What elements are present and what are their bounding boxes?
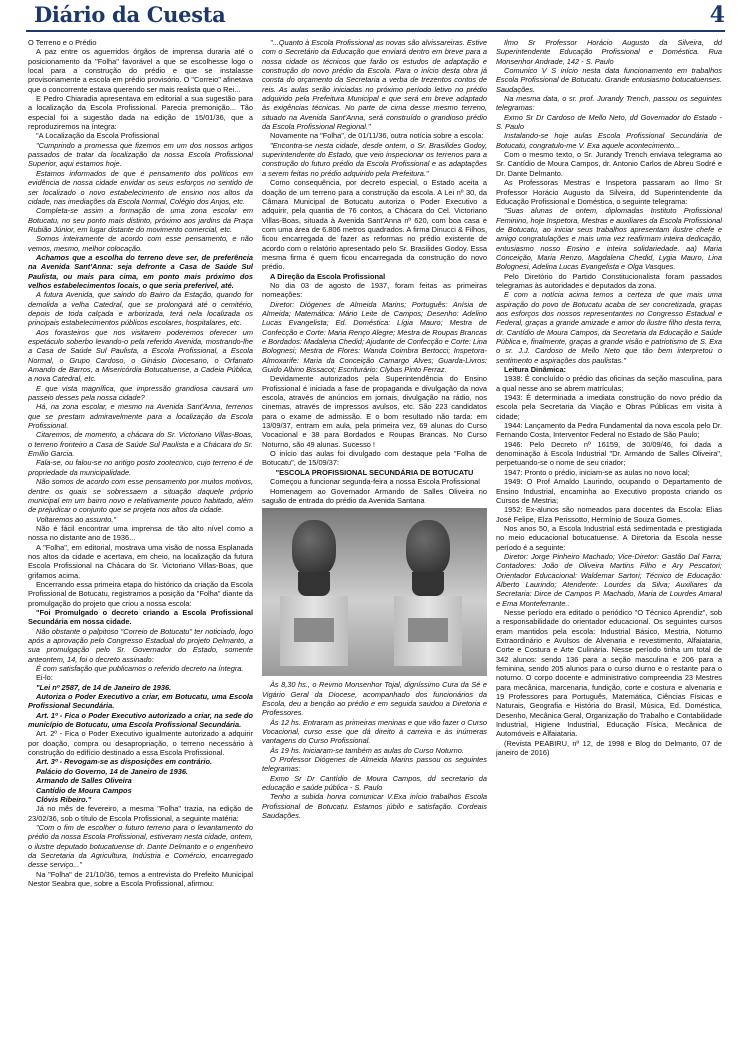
telegram-text: Comunico V S início nesta data funcionamento em trabalhos Escola Profissional de Botucatu. Grande entusiasmo botucatuenses. Saudações. (496, 66, 722, 94)
bust-right (380, 516, 476, 672)
paragraph: Na "Folha" de 21/10/36, temos a entrevista do Prefeito Municipal Nestor Seabra que, sobre a Escola Profissional, afirmou: (28, 869, 253, 888)
quote-paragraph: "...Quanto à Escola Profissional as novas são alvissareiras. Estive com o Secretário da Educação que enviará dentro em breve para a nossa cidade os técnicos que farão os estudos de adaptação e construção do novo prédio da Escola. Para o início desta obra já consta do orçamento da Secretaria a verba de trezentos contos de reis. As aulas serão iniciadas no próximo período letivo no prédio adquirido pela Prefeitura Municipal e que será em breve adaptado às exigências técnicas. No parte de cima desse mesmo terreno, situado na Avenida Sant'Anna, será construído o grandioso prédio da Escola Profissional Regional." (262, 38, 487, 132)
quote-paragraph: "Com o fim de escolher o futuro terreno para o levantamento do prédio da nossa Escola Profissional, estiveram nesta cidade, ontem, o ilustre deputado botucatuense dr. Dante Delmanto e o engenheiro da Secretaria da Agricultura, Indústria e Comércio, encarregado desse serviço..." (28, 822, 253, 870)
paragraph: Como consequência, por decreto especial, o Estado aceita a doação de um terreno para a construção da escola. A Lei nº 30, da Câmara Municipal de Botucatu autoriza o Poder Executivo a adquirir, pela quantia de 76 contos, a Chácara do Cel. Victoriano Villas-Boas, situada à Avenida Sant'Anna nº 620, com boa casa e com uma área de 6.806 metros quadrados. A firma Dinucci & Filhos, ficou encarregada de fazer as reformas no prédio existente de acordo com o relatório apresentado pelo Sr. Brasilides Godoy. Essa mesma firma é quem ficou encarregada da construção do novo prédio. (262, 178, 487, 272)
paragraph: Começou a funcionar segunda-feira a nossa Escola Profissional (270, 477, 480, 487)
paragraph: No dia 03 de agosto de 1937, foram feitas as primeiras nomeações: (262, 280, 487, 300)
quote-paragraph: Completa-se assim a formação de uma zona escolar em Botucatu, no seu ponto mais distinto, próximo aos jardins da Praça Rubião Júnior, em lugar distante do movimento comercial, etc. (28, 206, 253, 234)
quote-paragraph: Às 19 hs. Iniciaram-se também as aulas do Curso Noturno. (270, 745, 464, 755)
law-signature: Cantídio de Moura Campos (36, 785, 132, 795)
quote-heading: "A Localização da Escola Profissional (36, 131, 159, 141)
column-2 (262, 38, 487, 1046)
news-headline: "ESCOLA PROFISSIONAL SECUNDÁRIA DE BOTUCATU (275, 467, 474, 477)
paragraph: O início das aulas foi divulgado com destaque pela "Folha de Botucatu", de 15/09/37: (262, 449, 487, 468)
quote-paragraph: Voltaremos ao assunto." (36, 514, 116, 524)
law-text: Autoriza o Poder Executivo a criar, em Botucatu, uma Escola Profissional Secundária. (28, 692, 253, 711)
telegram-address: Exmo Sr Dr Cardoso de Mello Neto, dd Governador do Estado - S. Paulo (496, 112, 722, 132)
law-title: "Lei nº 2587, de 14 de Janeiro de 1936. (36, 682, 172, 692)
quote-paragraph: "Cumprindo a promessa que fizemos em um dos nossos artigos passados de tratar da localização da nossa Escola Profissional Superior, aqui estamos hoje. (28, 140, 253, 169)
paragraph: Já no mês de fevereiro, a mesma "Folha" trazia, na edição de 23/02/36, sob o título de Escola Profissional, a seguinte matéria: (28, 804, 253, 823)
quote-paragraph: A futura Avenida, que saindo do Bairro da Estação, quando for demolida a velha Catedral, que se prolongará até o cemitério, depois de toda calçada e arborizada, terá nela localizada os principais estabelecimentos públicos escolares, hospitalares, etc. (28, 290, 253, 328)
timeline-item: 1952: Ex-alunos são nomeados para docentes da Escola: Elias José Felipe, Elza Perissotto, Hermínio de Souza Gomes. (496, 505, 722, 524)
quote-paragraph: O Professor Diógenes de Almeida Marins passou os seguintes telegramas: (262, 754, 487, 774)
quote-paragraph: Somos inteiramente de acordo com esse pensamento, e não vemos, mesmo, melhor colocação. (28, 234, 253, 253)
law-signature: Palácio do Governo, 14 de Janeiro de 1936. (36, 766, 188, 776)
staff-list: Diretor: Jorge Pinheiro Machado; Vice-Diretor: Gastão Dal Farra; Contadores: João de Oliveira Martins Filho e Ary Pescatori; Orientador Educacional: Waldemar Sartori; Técnico de Educação: Alberto Laurindo; Atendente: Lourdes da Silva; Auxiliares da Secretaria: Dirce de Campos P. Machado, Maria de Lourdes Amaral e Ema Monteferrante.. (496, 551, 722, 608)
quote-paragraph: Achamos que a escolha do terreno deve ser, de preferência na Avenida Sant'Anna: seja defronte a Casa de Saúde Sul Paulista, ou mais para cima, em ponto mais próximo dos velhos estabelecimentos locais, o que seria preferível, até. (28, 252, 253, 290)
column-3 (496, 38, 722, 1046)
paragraph: Nesse período era editado o periódico "O Técnico Aprendiz", sob a responsabilidade do orientador educacional. Os seguintes cursos eram mantidos pela escola: Industrial Básico, Mestria, Noturno Extraordinário e Avulsos de Alvenaria e revestimento, Alfaiataria, Corte e Costura e Arte Culinária. Nesse período tinha um total de 342 alunos: sendo 136 para a seção masculina e 206 para a feminina, sendo 205 alunos para o curso diurno e o restante para o noturno. O corpo docente e administrativo compreendia 23 Mestres para mecânica, marcenaria, fundição, corte e costura e alvenaria e 19 Professores para Português, Matemática, Ciências Físicas e Naturais, Geografia e História do Brasil, Música, Ed. Doméstica, Desenho, Mecânica Geral, Organização do Trabalho e Contabilidade Industrial, Higiene Industrial, Educação Física, Mecânica de Automóveis e Alfaiataria. (496, 607, 722, 739)
bust-photo (262, 508, 487, 676)
timeline-item: 1944: Lançamento da Pedra Fundamental da nova escola pelo Dr. Fernando Costa, Interventor Federal no Estado de São Paulo; (496, 421, 722, 440)
quote-paragraph: Às 12 hs. Entraram as primeiras meninas e que vão fazer o Curso Vocacional, curso esse que dá direito à carreira e às inúmeras vantagens do Curso Profissional. (262, 717, 487, 746)
telegram-text: Instalando-se hoje aulas Escola Profissional Secundária de Botucatu, congratulo-me V. Exa aquele acontecimento... (496, 131, 722, 150)
paragraph: Homenagem ao Governador Armando de Salles Oliveira no saguão de entrada do prédio da Avenida Santana (262, 486, 487, 505)
paragraph: Nos anos 50, a Escola Industrial está sedimentada e prestigiada no meio educacional botucatuense. A Diretoria da Escola nesse período é a seguinte: (496, 523, 722, 552)
paragraph: A paz entre os aguerridos órgãos de imprensa duraria até o posicionamento da "Folha" favorável a que se escolhesse logo o local para a construção do prédio e que se instalasse provisoriamente a escola em prédio provisório. O "Correio" afinetava que o concorrente estava querendo ser mais realista que o Rei... (28, 47, 253, 94)
quote-paragraph: Na mesma data, o sr. prof. Jurandy Trench, passou os seguintes telegramas: (496, 94, 722, 113)
timeline-item: 1947: Pronto o prédio, iniciam-se as aulas no novo local; (504, 467, 690, 477)
telegram-text: Tenho a subida honra comunicar V.Exa início trabalhos Escola Profissional de Botucatu. Estamos júbilo e satisfação. Cordeais Saudações. (262, 792, 487, 820)
paragraph: Ei-lo: (36, 673, 53, 683)
timeline-item: 1938: É concluído o prédio das oficinas da seção masculina, para a qual nesse ano se abrem matrículas; (496, 374, 722, 393)
quote-paragraph: Não somos de acordo com esse pensamento por muitos motivos, dentre os quais se sobressaem a situação daquele próprio municipal em um bairro novo e relativamente pouco habitado, além de prejudicar o conjunto que se projeta nos altos da cidade. (28, 477, 253, 515)
quote-paragraph: E com a notícia acima temos a certeza de que mais uma aspiração do povo de Botucatu acaba de ser concretizada, graças aos esforços dos nossos representantes no Congresso Estadual e Federal, graças a grande amizade e amor do ilustre filho desta terra, dr. Cantídio de Moura Campos, da Secretaria da Educação e Saúde Pública e, finalmente, graças a grande visão e patriotismo de S. Exa o sr. J.J. Cardoso de Mello Neto que tão bem interpretou o sentimento e aspirações dos paulistas." (496, 290, 722, 365)
law-article: Art. 3º - Revogam-se as disposições em contrário. (36, 757, 213, 767)
telegram-address: Ilmo Sr Professor Horácio Augusto da Silveira, dd Superintendente Educação Profissional e Doméstica. Rua Monsenhor Andrade, 142 - S. Paulo (496, 38, 722, 66)
telegram-address: Exmo Sr Dr Cantídio de Moura Campos, dd secretario da educação e saúde pública - S. Paulo (262, 773, 487, 792)
timeline-item: 1946: Pelo Decreto nº 16159, de 30/09/46, foi dada a denominação à Escola Industrial "Dr. Armando de Salles Oliveira", perpetuando-se o nome de seu criador; (496, 439, 722, 468)
law-article: Art. 1º - Fica o Poder Executivo autorizado a criar, na sede do município de Botucatu, uma Escola Profissional Secundária. (28, 710, 253, 730)
quote-paragraph: Não obstante o palpitoso "Correio de Botucatu" ter noticiado, logo após a aprovação pelo Congresso Estadual do projeto Delmanto, a sua promulgação pelo Sr. Governador do Estado, somente anteontem, 14, foi o decreto assinado: (28, 626, 253, 664)
paragraph: Com o mesmo texto, o Sr. Jurandy Trench enviava telegrama ao Sr. Cantídio de Moura Campos, dr. Antonio Carlos de Abreu Sodré e Dr. Dante Delmanto. (496, 150, 722, 178)
staff-list: Diretor: Diógenes de Almeida Marins; Português: Anísia de Almeida; Matemática: Mário Leite de Campos; Desenho: Adelino Lucas Evangelista; Ed. Doméstica: Lígia Mauro; Mestra de Confecção e Corte: Maria Renço Alegre; Mestra de Roupas Brancas e Bordados: Madalena Chedid; Ajudante de Confecção e Corte: Lina Bolognesi; Mestra de Flores: Wanda Coimbra Bertocci; Inspetora-Almoxarife: Maria da Conceição Camargo Alves; Guarda-Livros: Guido Albino Bissacot; Escriturário: Clybas Pinto Ferraz. (262, 299, 487, 375)
quote-paragraph: Estamos informados de que é pensamento dos políticos em evidência de nossa cidade envidar os seus esforços no sentido de ser localizado o novo estabelecimento de ensino nos altos da cidade, nas imediações da Escola Normal, Colégio dos Anjos, etc. (28, 168, 253, 206)
source-citation: (Revista PEABIRU, nº 12, de 1998 e Blog do Delmanto, 07 de janeiro de 2016) (496, 738, 722, 758)
paragraph: Encerrando essa primeira etapa do histórico da criação da Escola Profissional de Botucatu, registramos a posição da "Folha" diante da promulgação do projeto que criou a nossa escola: (28, 579, 253, 608)
section-heading: Leitura Dinâmica: (504, 365, 567, 375)
quote-paragraph: Às 8,30 hs., o Revmo Monsenhor Tojal, digníssimo Cura da Sé e Vigário Geral da Diocese, acompanhado dos funcionários da Escola, deu a benção ao prédio e em seguida saudou a Diretoria e Professores. (262, 680, 487, 718)
quote-paragraph: Citaremos, de momento, a chácara do Sr. Victoriano Villas-Boas, o terreno fronteiro a Casa de Saúde Sul Paulista e a Chácara do Sr. Emílio Garcia. (28, 430, 253, 459)
quote-paragraph: E que vista magnífica, que impressão grandiosa causará um passeio desses pela nossa cidade? (28, 383, 253, 403)
paragraph: Novamente na "Folha", de 01/11/36, outra notícia sobre a escola: (270, 131, 484, 141)
paragraph: "Foi Promulgado o decreto criando a Escola Profissional Secundária em nossa cidade. (28, 607, 253, 627)
quote-paragraph: Há, na zona escolar, e mesmo na Avenida Sant'Anna, terrenos que se prestam admiravelmente para a localização da Escola Profissional. (28, 402, 253, 431)
paragraph: A "Folha", em editorial, mostrava uma visão de nossa Esplanada nos altos da cidade e acertava, em cheio, na localização da futura Escola Profissional na Chácara do Sr. Victoriano Villas-Boas, que grifamos acima. (28, 542, 253, 580)
column-1 (28, 38, 253, 1046)
paragraph: E Pedro Chiaradia apresentava em editorial a sua sugestão para a localização da Escola Profissional. Parecia premonição... Tão especial foi a sugestão dada na edição de 15/01/36, que a reproduziremos na íntegra: (28, 94, 253, 132)
timeline-item: 1949: O Prof Arnaldo Laurindo, ocupando o Departamento de Ensino Industrial, encaminha ao Executivo proposta criando os Cursos de Mestria; (496, 477, 722, 505)
masthead (0, 0, 747, 30)
quote-paragraph: Aos forasteiros que nos visitarem poderemos oferecer um espetáculo soberbo levando-o pela referido Avenida, mostrando-lhe a Casa de Saúde Sul Paulista, a Escola Profissional, a Escola Normal, o Grupo Cardoso, o Ginásio Diocesano, o Orfanato Amando de Barros, a Misericórdia Botucatuense, a Cadeia Pública, a nova Catedral, etc. (28, 327, 253, 384)
header-rule (26, 30, 725, 32)
newspaper-title: Diário da Cuesta (34, 2, 226, 27)
quote-paragraph: Fala-se, ou falou-se no antigo posto zootecnico, cujo terreno é de propriedade da municipalidade. (28, 458, 253, 477)
paragraph: Pelo Diretório do Partido Constitucionalista foram passados telegramas às autoridades e deputados da zona. (496, 271, 722, 290)
law-signature: Clóvis Ribeiro." (36, 794, 92, 804)
timeline-item: 1943: É determinada a imediata construção do novo prédio da escola pela Secretaria da Viação e Obras Públicas em visita à cidade; (496, 393, 722, 421)
section-heading: A Direção da Escola Profissional (270, 271, 386, 281)
paragraph: Não é fácil encontrar uma imprensa de tão alto nível como a nossa no distante ano de 1936... (28, 523, 253, 543)
page-number: 4 (709, 2, 725, 28)
telegram-text: "Suas alunas de ontem, diplomadas Instituto Profissional Feminino, hoje Inspetora, Mestras e auxiliares da Escola Profissional de Botucatu, ao iniciar seus trabalhos apresentam ilustre chefe e amigo congratulações e mais uma vez reafirmam inteira dedicação, entusiasmo nosso Ensino e inteira solidariedade. aa) Maria Conceição, Maria Renzo, Magdalena Chedid, Lygia Mauro, Lina Bolognesi, Adelina Lucas Evangelista e Olga Vasques. (496, 206, 722, 272)
quote-paragraph: É com satisfação que publicamos o referido decreto na íntegra. (36, 664, 244, 674)
paragraph: Devidamente autorizados pela Superintendência do Ensino Profissional é iniciada a fase de propaganda e divulgação da nova escola, através de anúncios em jornais, divulgação na rádio, nos cinemas, através de impressos avulsos, etc. São 223 candidatos para o exame de admissão. E o bom resultado não tarda: em 13/09/37, entram em aula, pela primeira vez, 69 alunas do Curso Vocacional e 38 para Bordados e Roupas Brancas. No Curso Noturno, são 49 alunas. Sucesso ! (262, 374, 487, 449)
section-heading: O Terreno e o Prédio (28, 38, 97, 47)
bust-left (266, 516, 362, 672)
law-article: Art. 2º - Fica o Poder Executivo igualmente autorizado a adquirir por doação, compra ou desapropriação, o terreno necessário à construção do edifício destinado a essa Escola Profissional. (28, 729, 253, 758)
paragraph: As Professoras Mestras e Inspetora passaram ao Ilmo Sr Professor Horácio Augusto da Silveira, dd Superintendente da Educação Profissional e Doméstica, o seguinte telegrama: (496, 178, 722, 206)
quote-paragraph: "Encontra-se nesta cidade, desde ontem, o Sr. Brasilides Godoy, superintendente do Estado, que veio inspecionar os terrenos para a construção do futuro prédio da Escola Profissional e as adaptações a serem feitas no prédio adquirido pela Prefeitura." (262, 140, 487, 178)
law-signature: Armando de Salles Oliveira (36, 776, 132, 786)
